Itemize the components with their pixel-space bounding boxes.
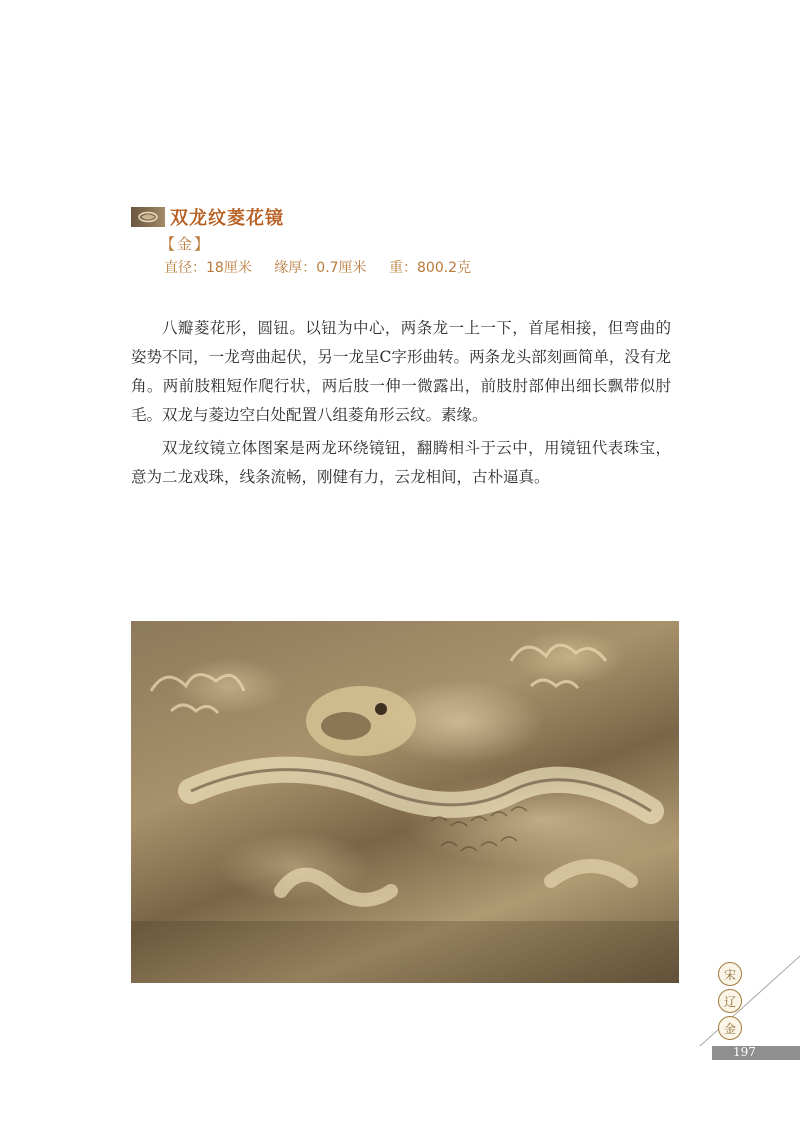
seal-char: 辽 [718, 989, 742, 1013]
weight-spec: 重：800.2克 [389, 260, 472, 276]
material-label: 【金】 [160, 235, 212, 253]
page-title: 双龙纹菱花镜 [170, 208, 284, 229]
thickness-spec: 缘厚：0.7厘米 [274, 260, 367, 276]
seal-char: 宋 [718, 962, 742, 986]
description-paragraph: 八瓣菱花形，圆钮。以钮为中心，两条龙一上一下，首尾相接，但弯曲的姿势不同，一龙弯曲起伏，另一龙呈C字形曲转。两条龙头部刻画简单，没有龙角。两前肢粗短作爬行状，两后肢一伸一微露出，前肢肘部伸出细长飘带似肘毛。双龙与菱边空白处配置八组菱角形云纹。素缘。 [131, 319, 671, 424]
page-number-bar [712, 1046, 800, 1060]
description-paragraph: 双龙纹镜立体图案是两龙环绕镜钮，翻腾相斗于云中，用镜钮代表珠宝，意为二龙戏珠，线条流畅，刚健有力，云龙相间，古朴逼真。 [131, 439, 671, 486]
seal-char: 金 [718, 1016, 742, 1040]
dynasty-seal [716, 962, 744, 1043]
diameter-spec: 直径：18厘米 [164, 260, 252, 276]
page-number: 197 [733, 1045, 756, 1059]
